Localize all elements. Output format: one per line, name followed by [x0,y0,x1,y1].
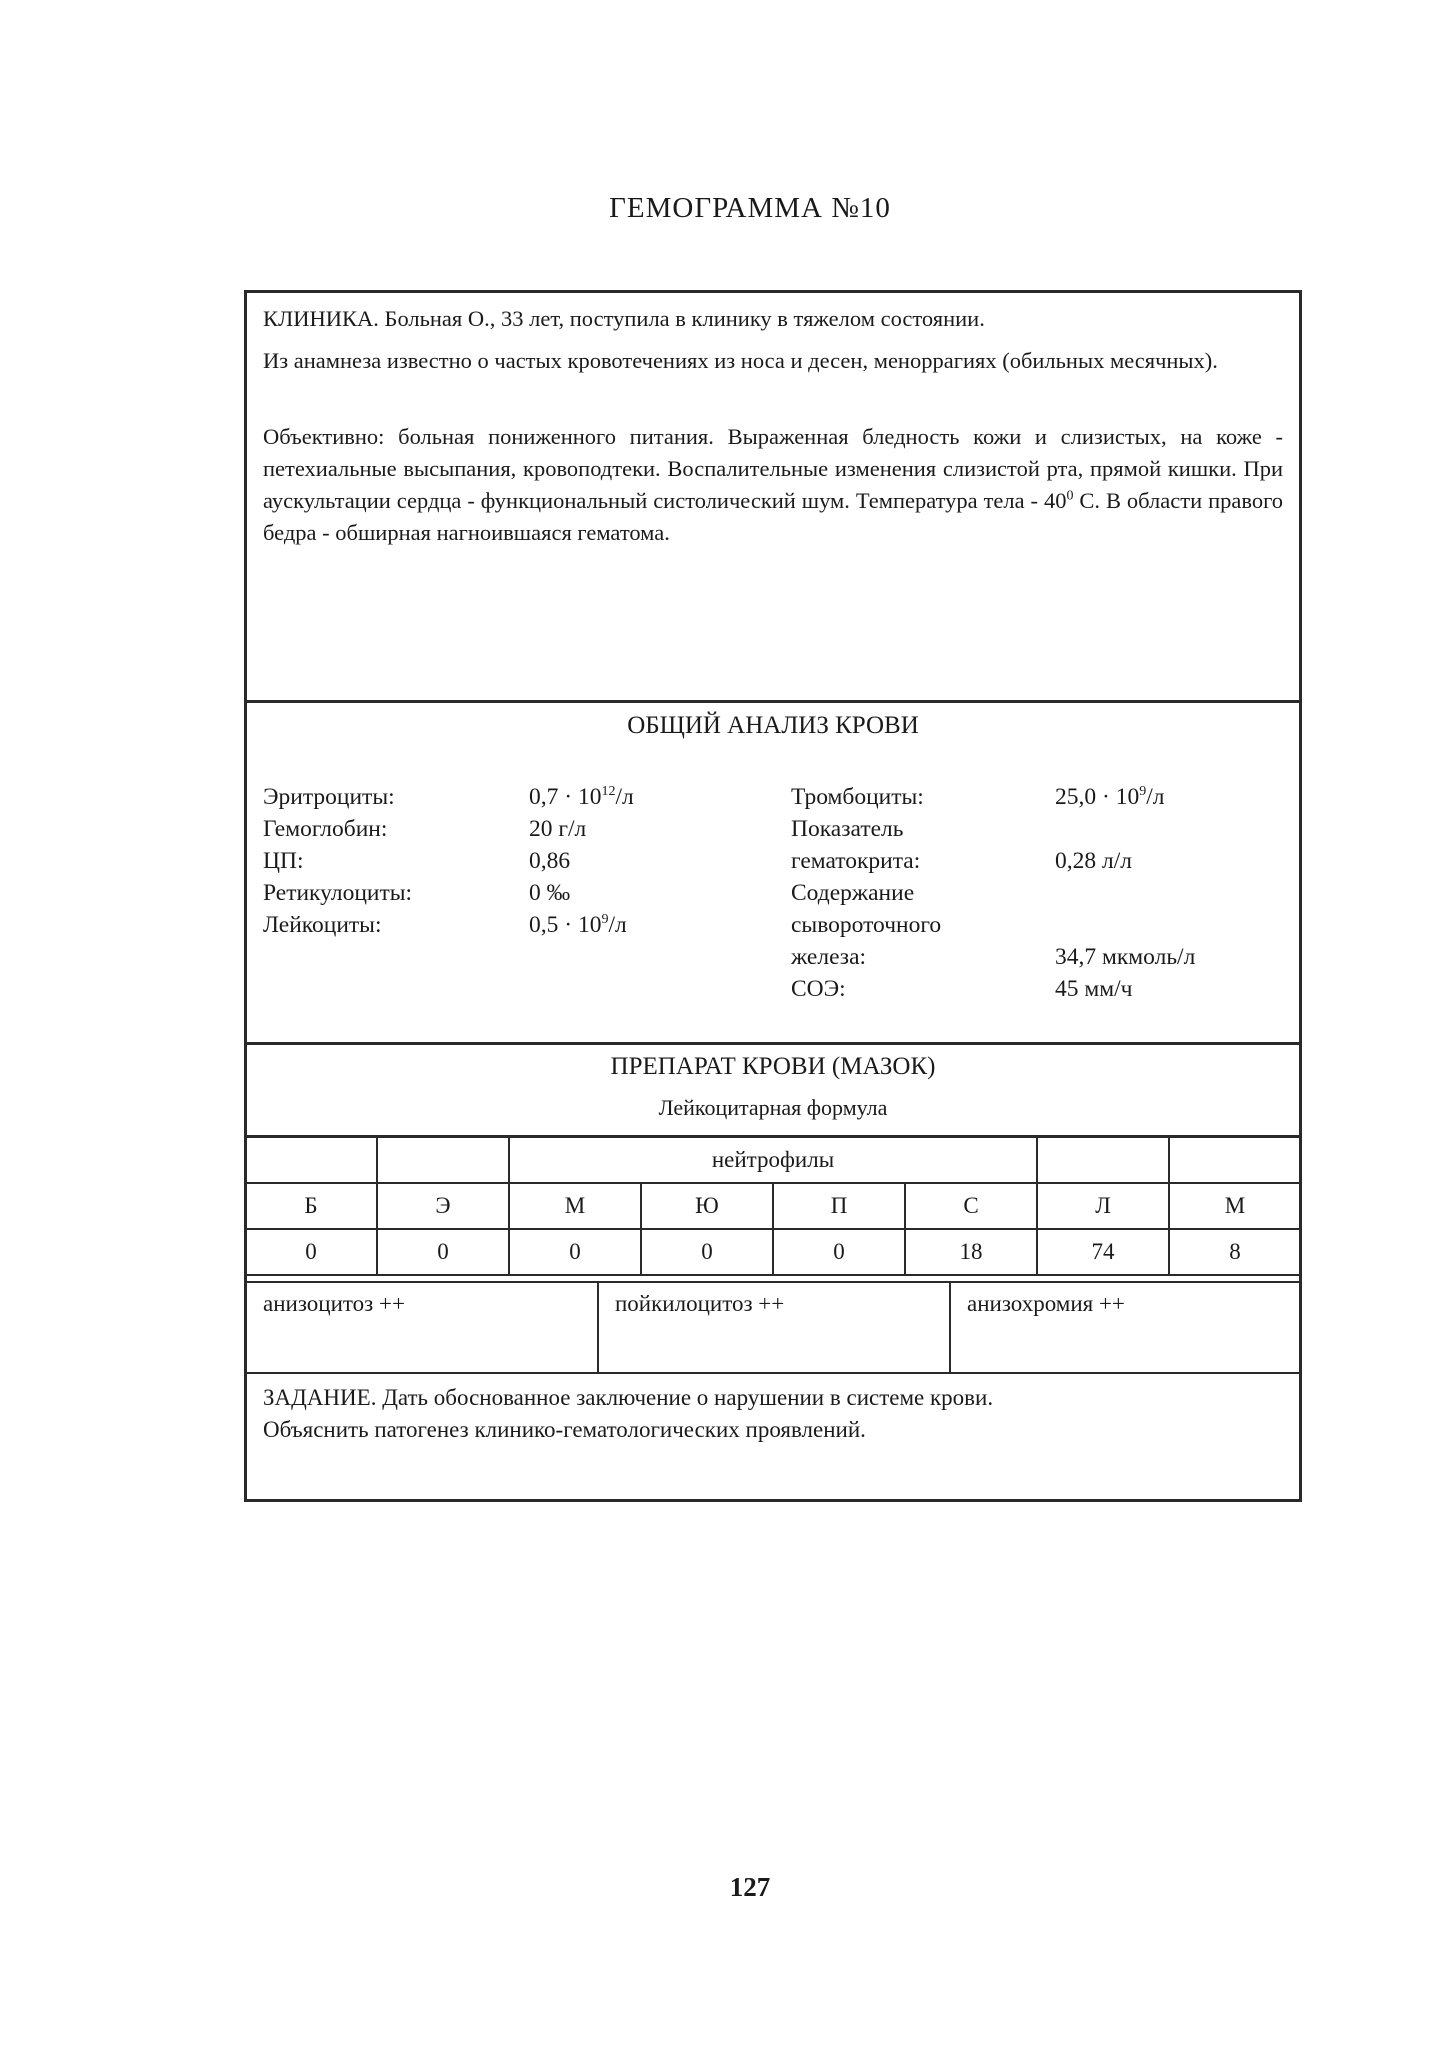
value-hematocrit: 0,28 л/л [1055,848,1132,874]
task-line-1: ЗАДАНИЕ. Дать обоснованное заключение о нарушении в системе крови. [263,1385,994,1410]
table-row [245,1229,1301,1275]
table-cell [377,1137,509,1184]
value-esr: 45 мм/ч [1055,976,1133,1002]
clinic-anamnesis: Из анамнеза известно о частых кровотечениях из носа и десен, меноррагиях (обильных месячных). [263,348,1218,373]
label-serum-iron-3: железа: [791,944,867,970]
leukocyte-formula-table [244,1135,1302,1276]
blood-analysis-section [247,703,1299,1045]
header-cell: М [1169,1183,1301,1229]
value-cell: 74 [1037,1229,1169,1275]
clinic-objective [263,421,1283,549]
value-cell: 8 [1169,1229,1301,1275]
table-cell [1169,1137,1301,1184]
left-values [529,781,634,941]
left-labels [263,781,412,941]
value-leukocytes: $0,5 \cdot 10^9/л$ [529,912,627,938]
table-row [245,1137,1301,1184]
table-cell [245,1137,377,1184]
morphology-section [247,1281,1299,1374]
value-cell: 0 [377,1229,509,1275]
label-esr: СОЭ: [791,976,846,1002]
header-cell: С [905,1183,1037,1229]
degree-sup: 0 [1066,488,1074,504]
right-labels [791,781,941,1005]
right-values [1055,781,1195,1005]
header-cell: Б [245,1183,377,1229]
header-cell: Л [1037,1183,1169,1229]
clinic-section [247,293,1299,703]
smear-title: ПРЕПАРАТ КРОВИ (МАЗОК) [610,1053,936,1080]
clinic-intro: КЛИНИКА. Больная О., 33 лет, поступила в клинику в тяжелом состоянии. [263,306,985,331]
label-serum-iron-2: сывороточного [791,912,942,938]
header-cell: П [773,1183,905,1229]
anisochromia: анизохромия ++ [967,1291,1125,1316]
smear-section [247,1045,1299,1281]
spacer [1055,813,1195,845]
label-platelets: Тромбоциты: [791,784,924,810]
label-hematocrit-1: Показатель [791,816,904,842]
label-reticulocytes: Ретикулоциты: [263,880,413,906]
table-cell [1037,1137,1169,1184]
page-number: 127 [729,1872,771,1902]
value-cell: 0 [509,1229,641,1275]
value-cell: 0 [245,1229,377,1275]
table-row [245,1183,1301,1229]
objective-text-1: Объективно: больная пониженного питания. Выраженная бледность кожи и слизистых, на коже - петехиальные высыпания, кровоподтеки. Воспалительные изменения слизистой рта, прямой кишки. При аускультации сердца - функциональный систолический шум. Температура тела - 40 [263,424,1283,513]
header-cell: М [509,1183,641,1229]
value-cell: 0 [773,1229,905,1275]
smear-subtitle: Лейкоцитарная формула [658,1095,888,1120]
value-serum-iron: 34,7 мкмоль/л [1055,944,1196,970]
label-serum-iron-1: Содержание [791,880,915,906]
value-cell: 0 [641,1229,773,1275]
neutrophils-group-cell: нейтрофилы [509,1137,1037,1184]
page-title: ГЕМОГРАММА №10 [609,192,891,224]
analysis-heading: ОБЩИЙ АНАЛИЗ КРОВИ [627,712,919,739]
value-color-index: 0,86 [529,848,571,874]
header-cell: Э [377,1183,509,1229]
value-reticulocytes: 0 ‰ [529,880,571,906]
task-line-2: Объяснить патогенез клинико-гематологических проявлений. [263,1417,866,1442]
label-erythrocytes: Эритроциты: [263,784,395,810]
task-text [263,1382,1283,1446]
value-hemoglobin: 20 г/л [529,816,587,842]
label-hemoglobin: Гемоглобин: [263,816,388,842]
objective-text-2: С. В области правого бедра - обширная нагноившаяся гематома. [263,488,1283,545]
value-erythrocytes: $0,7 \cdot 10^{12}/л$ [529,784,634,810]
label-color-index: ЦП: [263,848,304,874]
spacer [1055,909,1195,941]
value-cell: 18 [905,1229,1037,1275]
task-section [247,1374,1299,1499]
header-cell: Ю [641,1183,773,1229]
poikilocytosis: пойкилоцитоз ++ [599,1283,951,1372]
spacer [1055,877,1195,909]
label-leukocytes: Лейкоциты: [263,912,382,938]
value-platelets: $25,0 \cdot 10^9/л$ [1055,784,1165,810]
label-hematocrit-2: гематокрита: [791,848,921,874]
anisocytosis: анизоцитоз ++ [247,1283,599,1372]
case-card [244,290,1302,1502]
